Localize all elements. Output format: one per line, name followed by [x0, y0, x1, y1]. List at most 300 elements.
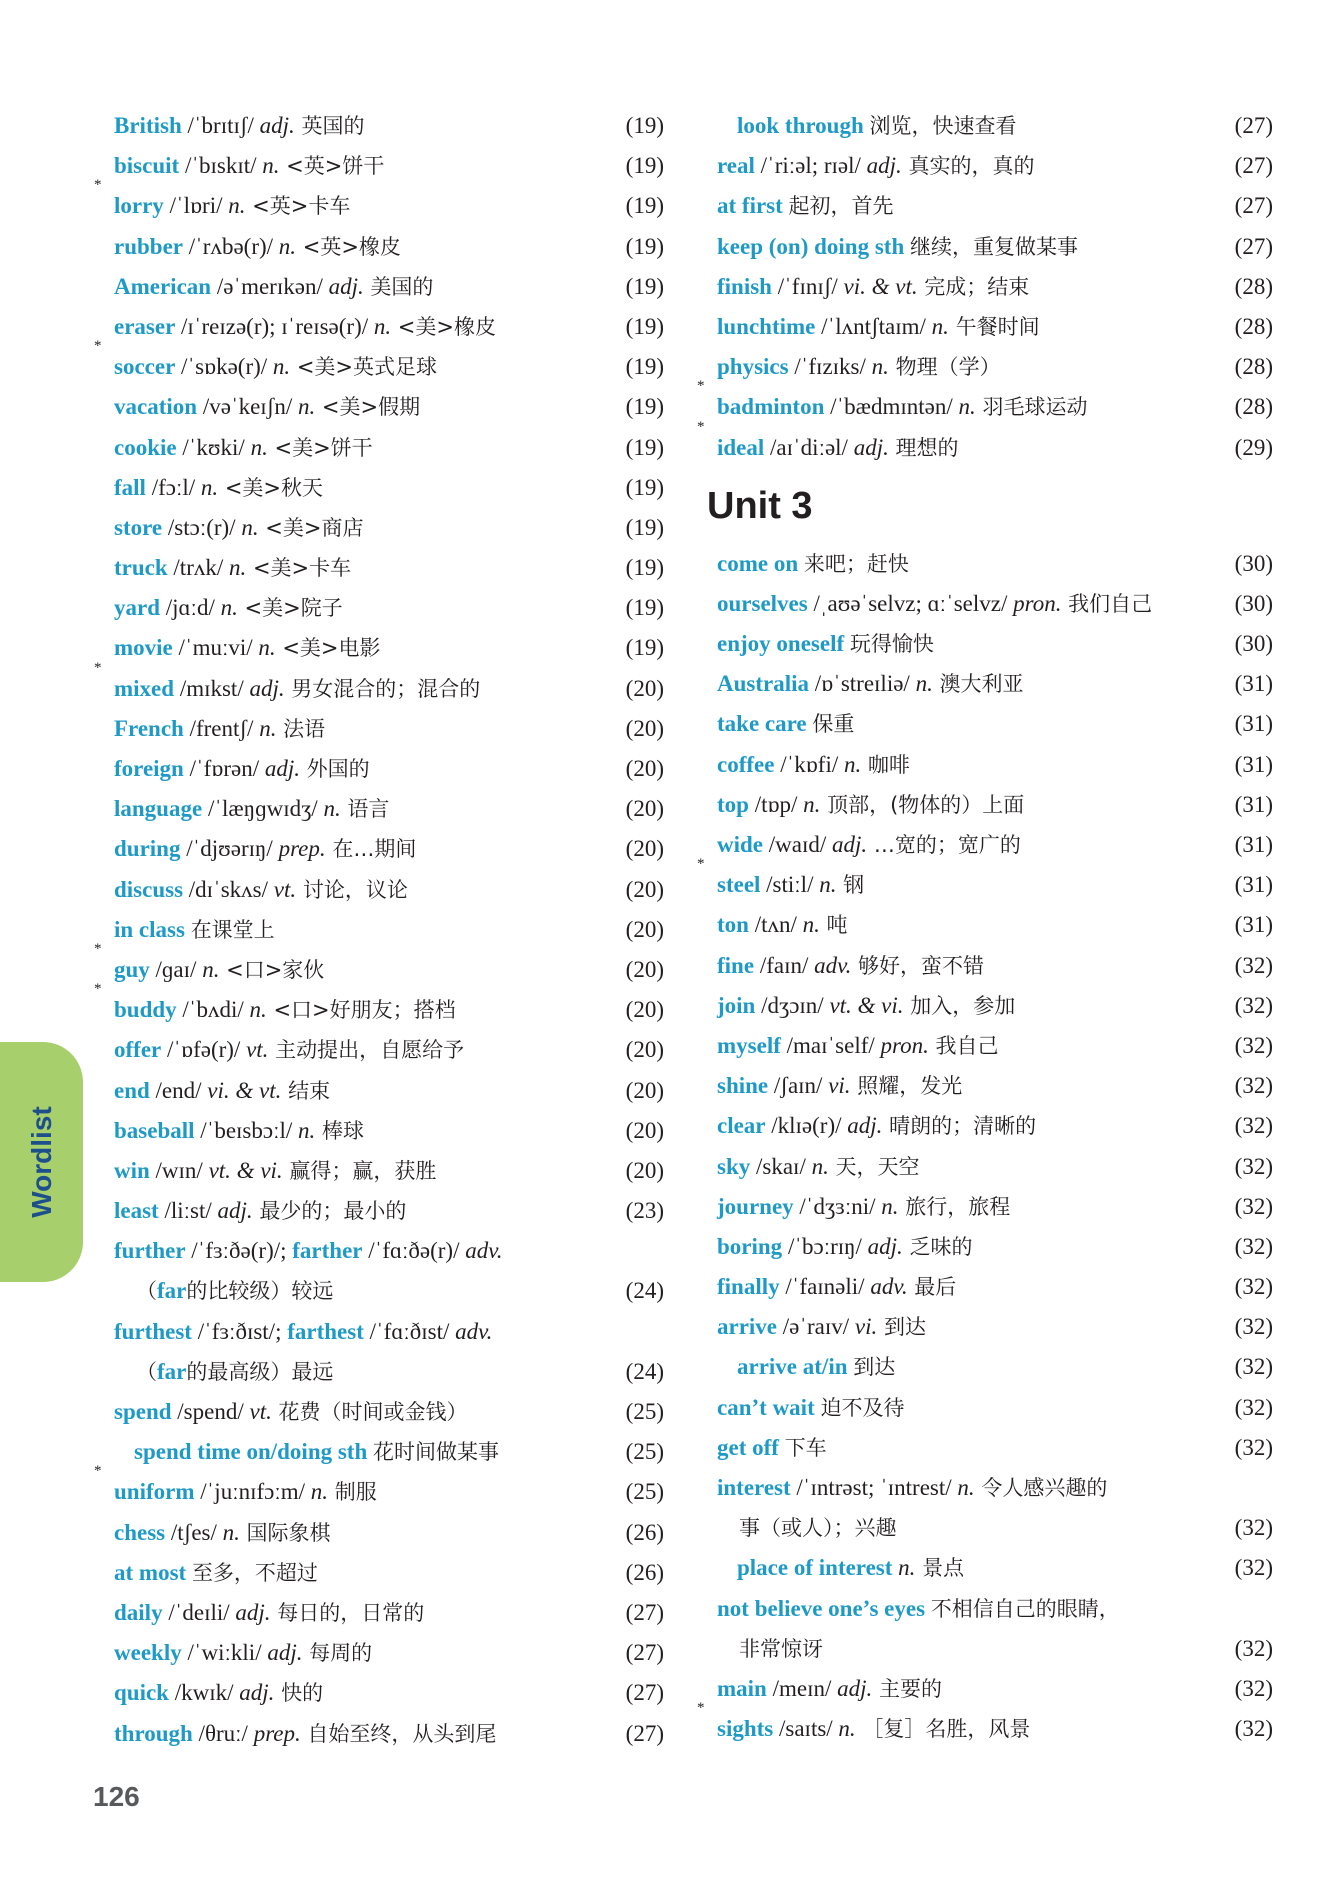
wordlist-entry: [104, 1191, 664, 1231]
wordlist-entry: [707, 106, 1273, 146]
entry-page-ref: (23): [625, 1198, 664, 1224]
entry-part-of-speech: vt.: [273, 876, 297, 902]
entry-text: [707, 1227, 972, 1267]
entry-chinese: 继续，重复做某事: [909, 234, 1078, 259]
entry-text: [707, 1669, 942, 1709]
entry-phonetic: /ˈbɪskɪt/: [179, 153, 263, 179]
entry-page-ref: (19): [625, 273, 664, 299]
entry-chinese: 至多，不超过: [191, 1560, 318, 1585]
entry-text: [707, 227, 1078, 267]
wordlist-entry: [707, 307, 1273, 347]
entry-headword: not believe one’s eyes: [717, 1595, 926, 1621]
entry-part-of-speech: adj.: [867, 1233, 903, 1259]
entry-phonetic: /ˈkʊki/: [176, 434, 251, 460]
entry-phonetic: /ˈbædmɪntən/: [824, 394, 959, 420]
entry-headword: come on: [717, 550, 799, 576]
wordlist-entry: [94, 659, 664, 709]
entry-phonetic: /stɔː(r)/: [162, 514, 242, 540]
entry-page-ref: (32): [1234, 1233, 1273, 1259]
entry-chinese: 每日的，日常的: [270, 1600, 425, 1625]
star-mark: *: [94, 177, 102, 194]
entry-page-ref: (32): [1234, 1113, 1273, 1139]
entry-headword: finish: [717, 273, 772, 299]
entry-chinese: 外国的: [299, 757, 370, 781]
entry-chinese: <美>橡皮: [391, 314, 496, 339]
wordlist-entry: [707, 227, 1273, 267]
wordlist-entry: [707, 1026, 1273, 1066]
entry-page-ref: (32): [1234, 1032, 1273, 1058]
entry-part-of-speech: n.: [220, 595, 238, 621]
entry-text: [707, 1709, 1030, 1749]
entry-chinese: <英>橡皮: [296, 234, 401, 259]
entry-chinese: 主要的: [872, 1676, 942, 1701]
entry-headword: sights: [717, 1716, 774, 1742]
entry-page-ref: (32): [1234, 1314, 1273, 1340]
wordlist-entry: [104, 1432, 664, 1472]
entry-text: [707, 785, 1024, 825]
wordlist-entry: [707, 267, 1273, 307]
entry-text: [104, 548, 351, 588]
entry-headword: furthest: [114, 1318, 192, 1344]
entry-text: [707, 865, 864, 905]
entry-chinese: 下车: [784, 1435, 827, 1460]
entry-headword: end: [114, 1077, 150, 1103]
entry-part-of-speech: n.: [259, 715, 277, 741]
wordlist-entry: [104, 1673, 664, 1713]
entry-part-of-speech: adj.: [853, 434, 889, 460]
wordlist-entry: [707, 785, 1273, 825]
entry-page-ref: (27): [1234, 193, 1273, 219]
entry-phonetic: /ˈɒfə(r)/: [161, 1037, 247, 1063]
entry-text: [104, 1151, 436, 1191]
entry-page-ref: (19): [625, 193, 664, 219]
entry-phonetic: /ˈwiːkli/: [181, 1640, 268, 1666]
entry-headword: movie: [114, 635, 173, 661]
entry-text: [104, 1191, 406, 1231]
wordlist-entry: [104, 1030, 664, 1070]
entry-phonetic: /ɪˈreɪzə(r); ɪˈreɪsə(r)/: [175, 313, 374, 339]
entry-text: [104, 1392, 468, 1432]
entry-chinese-prefix: （: [136, 1279, 157, 1304]
star-mark: *: [94, 338, 102, 355]
entry-part-of-speech: n.: [803, 791, 821, 817]
entry-headword: vacation: [114, 394, 198, 420]
entry-text: [104, 789, 389, 829]
entry-chinese: 羽毛球运动: [975, 395, 1088, 420]
entry-chinese: 我自己: [928, 1033, 999, 1058]
entry-page-ref: (19): [625, 595, 664, 621]
entry-phonetic: /ˈbrɪtɪʃ/: [181, 113, 260, 138]
entry-page-ref: (29): [1234, 434, 1273, 460]
entry-part-of-speech: n.: [249, 997, 267, 1023]
entry-chinese: …宽的；宽广的: [867, 833, 1021, 857]
entry-chinese: <美>英式足球: [290, 355, 438, 380]
entry-text: [707, 186, 894, 226]
entry-page-ref: (27): [625, 1640, 664, 1666]
entry-phonetic: /ˈfɪzɪks/: [788, 354, 872, 380]
entry-part-of-speech: prep.: [253, 1720, 301, 1746]
entry-page-ref: (31): [1234, 671, 1273, 697]
entry-phonetic: /ˈfɜːðɪst/;: [191, 1318, 288, 1344]
wordlist-entry: [104, 1111, 664, 1151]
entry-part-of-speech: vi.: [828, 1073, 851, 1099]
entry-chinese: 完成；结束: [917, 274, 1030, 299]
entry-page-ref: (19): [625, 153, 664, 179]
entry-chinese: 我们自己: [1061, 591, 1153, 616]
entry-text: [104, 588, 343, 628]
entry-part-of-speech: adj.: [235, 1599, 271, 1625]
wordlist-entry: [104, 588, 664, 628]
wordlist-entry: [707, 1347, 1273, 1387]
wordlist-entry: [707, 1307, 1273, 1347]
entry-page-ref: (31): [1234, 711, 1273, 737]
entry-text: [104, 186, 350, 226]
entry-page-ref: (24): [625, 1278, 664, 1304]
entry-headword: quick: [114, 1680, 169, 1706]
entry-text: [104, 1472, 377, 1512]
wordlist-entry: [697, 856, 1273, 905]
entry-page-ref: (19): [625, 313, 664, 339]
entry-headword: further: [114, 1238, 186, 1264]
entry-page-ref: (25): [625, 1399, 664, 1424]
wordlist-entry: [707, 1428, 1273, 1468]
entry-page-ref: (32): [1234, 1515, 1273, 1541]
entry-part-of-speech: adj.: [249, 675, 285, 701]
entry-chinese: 美国的: [363, 274, 434, 299]
entry-page-ref: (27): [1234, 233, 1273, 259]
entry-text: [707, 1347, 895, 1387]
entry-headword: fine: [717, 952, 755, 978]
wordlist-entry: [697, 1700, 1273, 1749]
wordlist-entry: [104, 829, 664, 869]
entry-page-ref: (19): [625, 394, 664, 420]
entry-page-ref: (19): [625, 434, 664, 460]
entry-chinese: 浏览，快速查看: [869, 114, 1017, 138]
wordlist-entry: [104, 1312, 664, 1352]
entry-part-of-speech: adj.: [328, 273, 364, 299]
entry-page-ref: (20): [625, 997, 664, 1023]
right-top-list: [697, 106, 1273, 468]
entry-headword: daily: [114, 1599, 163, 1625]
entry-page-ref: (31): [1234, 832, 1273, 857]
wordlist-entry: [707, 146, 1273, 186]
entry-headword: finally: [717, 1274, 780, 1300]
entry-text: [707, 825, 1021, 865]
wordlist-entry: [707, 1066, 1273, 1106]
entry-phonetic: /ɒˈstreɪliə/: [809, 671, 916, 697]
wordlist-entry: [707, 704, 1273, 744]
entry-page-ref: (32): [1234, 992, 1273, 1018]
entry-headword: weekly: [114, 1640, 182, 1666]
entry-page-ref: (27): [625, 1680, 664, 1706]
entry-part-of-speech: n.: [871, 354, 889, 380]
entry-headword: uniform: [114, 1479, 195, 1505]
entry-chinese: 咖啡: [861, 752, 910, 777]
entry-part-of-speech: prep.: [278, 836, 326, 862]
entry-phonetic: /ˈfɜːðə(r)/;: [185, 1238, 293, 1264]
entry-page-ref: (32): [1234, 1354, 1273, 1380]
entry-chinese-prefix: （: [136, 1359, 157, 1384]
entry-text: [104, 1513, 331, 1553]
entry-text: [707, 986, 1015, 1026]
entry-text: [104, 1111, 364, 1151]
entry-page-ref: (26): [625, 1519, 664, 1545]
entry-part-of-speech: n.: [898, 1555, 916, 1581]
entry-chinese: 玩得愉快: [849, 632, 934, 657]
wordlist-entry: [707, 905, 1273, 945]
entry-page-ref: (32): [1234, 1153, 1273, 1179]
entry-chinese: 在…期间: [325, 837, 417, 862]
entry-phonetic: /ˈfɒrən/: [183, 756, 265, 781]
entry-text: [707, 146, 1035, 186]
entry-part-of-speech: n.: [819, 872, 837, 898]
entry-headword: fall: [114, 474, 146, 500]
entry-headword: truck: [114, 555, 168, 581]
entry-chinese: <美>院子: [237, 596, 343, 621]
entry-phonetic: /meɪn/: [766, 1675, 838, 1701]
entry-chinese: 天，天空: [828, 1154, 920, 1179]
entry-chinese: 制服: [328, 1480, 377, 1505]
entry-text: [707, 1508, 897, 1548]
wordlist-entry: [707, 1267, 1273, 1307]
entry-phonetic: /tʌn/: [748, 912, 803, 938]
entry-part-of-speech: vi.: [854, 1314, 878, 1340]
entry-chinese: 起初，首先: [788, 194, 894, 219]
entry-headword: least: [114, 1198, 159, 1224]
wordlist-entry: [707, 1227, 1273, 1267]
entry-text: [707, 1026, 999, 1066]
wordlist-entry: [104, 267, 664, 307]
entry-part-of-speech: n.: [258, 635, 276, 661]
entry-phonetic: /ˈrʌbə(r)/: [183, 233, 279, 259]
entry-text: [104, 508, 363, 548]
entry-headword: steel: [717, 872, 761, 898]
wordlist-entry: [707, 624, 1273, 664]
entry-text: [707, 905, 848, 945]
entry-chinese: ［复］名胜，风景: [855, 1717, 1031, 1742]
entry-text: [104, 227, 401, 267]
entry-phonetic: /fɔːl/: [145, 474, 201, 500]
entry-phonetic: /tʃes/: [165, 1519, 223, 1545]
entry-page-ref: (32): [1234, 1073, 1273, 1099]
entry-phonetic-alt: /ˈfɑːðɪst/: [363, 1318, 456, 1344]
entry-chinese: <美>商店: [258, 515, 364, 540]
entry-text: [707, 1307, 926, 1347]
wordlist-entry: [94, 940, 664, 990]
entry-text: [707, 1388, 904, 1428]
entry-part-of-speech: vt.: [246, 1037, 269, 1063]
entry-chinese: 男女混合的；混合的: [284, 676, 481, 701]
entry-text: [104, 106, 365, 146]
entry-part-of-speech: n.: [241, 514, 259, 540]
entry-text: [707, 1187, 1010, 1227]
entry-part-of-speech: vi. & vt.: [207, 1077, 282, 1103]
entry-text: [707, 1589, 1120, 1629]
entry-text: [707, 1548, 964, 1588]
entry-headword: arrive: [717, 1314, 778, 1340]
wordlist-entry: [707, 946, 1273, 986]
star-mark: *: [697, 1700, 705, 1717]
entry-headword: Australia: [717, 671, 809, 697]
entry-headword: coffee: [717, 751, 775, 777]
wordlist-entry: [707, 186, 1273, 226]
entry-phonetic: /əˈmerɪkən/: [211, 273, 329, 299]
entry-part-of-speech: n.: [310, 1479, 329, 1505]
entry-chinese: 顶部，(物体的）上面: [820, 792, 1025, 817]
entry-text: [104, 1714, 496, 1754]
wordlist-entry: [104, 749, 664, 789]
wordlist-entry: [707, 1147, 1273, 1187]
entry-text: [707, 267, 1029, 307]
entry-part-of-speech: n.: [229, 555, 247, 581]
entry-text: [707, 624, 934, 664]
entry-headword: get off: [717, 1434, 779, 1460]
entry-text: [104, 628, 381, 668]
wordlist-entry: [104, 1151, 664, 1191]
entry-headword: lorry: [114, 193, 164, 219]
entry-text: [707, 745, 910, 785]
entry-headword: sky: [717, 1153, 751, 1179]
entry-part-of-speech: vt. & vi.: [829, 992, 904, 1018]
entry-headword: British: [114, 113, 182, 138]
entry-text: [707, 307, 1040, 347]
star-mark: *: [94, 1463, 102, 1480]
entry-page-ref: (20): [625, 876, 664, 902]
entry-part-of-speech: adj.: [837, 1675, 873, 1701]
entry-headword: store: [114, 514, 163, 540]
entry-chinese: 最后: [907, 1275, 957, 1300]
entry-chinese: 不相信自己的眼睛，: [930, 1596, 1120, 1621]
entry-part-of-speech: adj.: [264, 756, 300, 781]
entry-headword: ideal: [717, 434, 765, 460]
entry-text: [104, 1553, 318, 1593]
entry-phonetic: /vəˈkeɪʃn/: [197, 394, 298, 420]
wordlist-entry: [707, 1589, 1273, 1629]
entry-chinese: 国际象棋: [239, 1520, 331, 1545]
entry-chinese: <美>卡车: [246, 556, 352, 581]
entry-page-ref: (19): [625, 233, 664, 259]
entry-page-ref: (20): [625, 916, 664, 942]
wordlist-entry: [707, 544, 1273, 584]
entry-headword: at first: [717, 193, 783, 219]
wordlist-entry: [707, 986, 1273, 1026]
entry-headword: lunchtime: [717, 313, 816, 339]
entry-headword: mixed: [114, 675, 175, 701]
entry-text: [104, 990, 456, 1030]
entry-text: [104, 347, 437, 387]
entry-phonetic: /aɪˈdiːəl/: [764, 434, 854, 460]
entry-text: [104, 1231, 502, 1271]
entry-page-ref: (27): [1234, 153, 1273, 179]
wordlist-entry: [707, 1388, 1273, 1428]
entry-headword: real: [717, 153, 755, 179]
entry-page-ref: (32): [1234, 1675, 1273, 1701]
entry-phonetic: /dɪˈskʌs/: [183, 876, 274, 902]
entry-page-ref: (31): [1234, 791, 1273, 817]
entry-phonetic: /end/: [149, 1077, 208, 1103]
entry-page-ref: (31): [1234, 872, 1273, 898]
entry-part-of-speech: vt.: [249, 1399, 272, 1424]
entry-page-ref: (19): [625, 354, 664, 380]
entry-chinese: 吨: [819, 913, 848, 938]
entry-chinese: 理想的: [888, 435, 959, 460]
entry-part-of-speech: n.: [200, 474, 219, 500]
entry-page-ref: (20): [625, 1117, 664, 1143]
entry-chinese: 事（或人）；兴趣: [739, 1516, 897, 1541]
entry-text: [104, 428, 373, 468]
entry-page-ref: (30): [1234, 550, 1273, 576]
wordlist-entry: [104, 106, 664, 146]
entry-page-ref: (27): [625, 1720, 664, 1746]
entry-phonetic: /ˈɪntrəst; ˈɪntrest/: [790, 1475, 958, 1500]
entry-text: [104, 910, 275, 950]
entry-headword: shine: [717, 1073, 769, 1099]
entry-chinese: 钢: [836, 873, 865, 898]
entry-text: [104, 146, 384, 186]
entry-headword: spend: [114, 1399, 172, 1424]
entry-headword: take care: [717, 711, 807, 737]
entry-page-ref: (32): [1234, 1716, 1273, 1742]
entry-text: [104, 829, 416, 869]
wordlist-entry: [104, 227, 664, 267]
entry-text: [104, 387, 420, 427]
entry-page-ref: (19): [625, 113, 664, 138]
entry-phonetic: /dʒɔɪn/: [755, 992, 830, 1018]
entry-chinese: 非常惊讶: [739, 1636, 823, 1661]
entry-page-ref: (26): [625, 1559, 664, 1585]
entry-page-ref: (32): [1234, 1394, 1273, 1420]
entry-headword: foreign: [114, 756, 184, 781]
entry-part-of-speech: n.: [957, 1475, 975, 1500]
entry-page-ref: (19): [625, 514, 664, 540]
entry-phonetic-alt: /ˈfɑːðə(r)/: [362, 1238, 466, 1264]
entry-chinese: 迫不及待: [820, 1395, 905, 1420]
entry-part-of-speech: n.: [811, 1153, 829, 1179]
entry-headword: soccer: [114, 354, 176, 380]
wordlist-entry: [104, 1553, 664, 1593]
entry-part-of-speech: n.: [881, 1193, 899, 1219]
entry-part-of-speech: adv.: [870, 1274, 908, 1300]
entry-part-of-speech: adj.: [217, 1198, 253, 1224]
entry-part-of-speech: n.: [250, 434, 268, 460]
entry-headword: interest: [717, 1475, 791, 1500]
entry-phonetic: /ˈbeɪsbɔːl/: [194, 1117, 299, 1143]
entry-phonetic: /ˈlæŋɡwɪdʒ/: [202, 796, 324, 822]
entry-part-of-speech: adj.: [267, 1640, 303, 1666]
entry-headword: badminton: [717, 394, 825, 420]
entry-phonetic: /mɪkst/: [174, 675, 250, 701]
entry-text: [707, 946, 984, 986]
entry-phonetic: /klɪə(r)/: [765, 1113, 848, 1139]
entry-headword-alt: farthest: [287, 1318, 364, 1344]
entry-text: [707, 347, 1001, 387]
entry-phonetic: /saɪts/: [773, 1716, 839, 1742]
entry-headword: win: [114, 1157, 150, 1183]
entry-text: [707, 704, 854, 744]
entry-text: [104, 1312, 492, 1352]
entry-page-ref: (20): [625, 675, 664, 701]
entry-page-ref: (32): [1234, 952, 1273, 978]
star-mark: *: [697, 856, 705, 873]
entry-page-ref: (24): [625, 1358, 664, 1384]
entry-chinese: 令人感兴趣的: [974, 1476, 1108, 1500]
entry-page-ref: (20): [625, 1037, 664, 1063]
entry-chinese: 加入，参加: [903, 993, 1016, 1018]
wordlist-entry: [707, 1629, 1273, 1669]
entry-part-of-speech: adj.: [847, 1113, 883, 1139]
wordlist-entry: [707, 1468, 1273, 1508]
entry-text: [707, 1629, 823, 1669]
